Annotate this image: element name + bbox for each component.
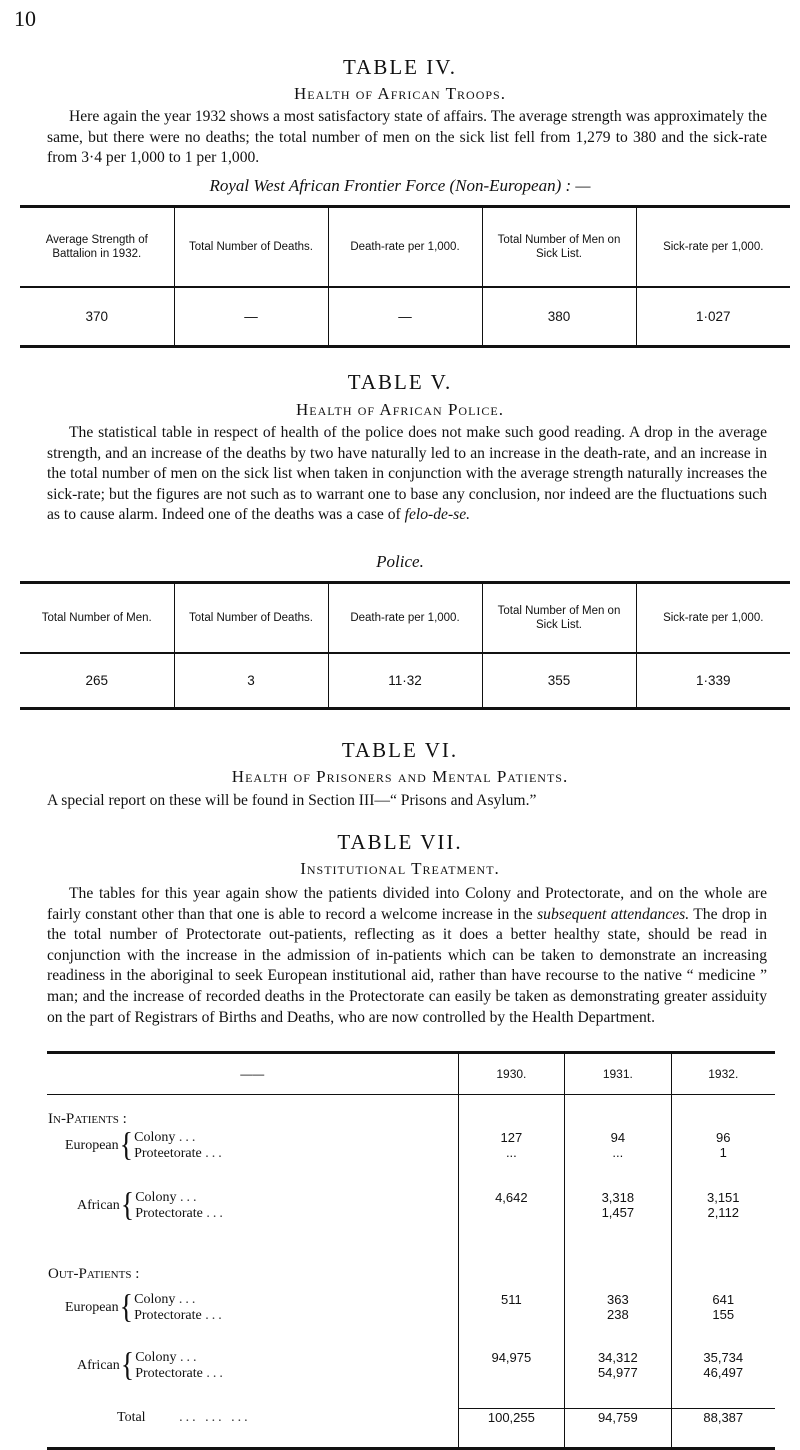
outpatients-label: Out-Patients : bbox=[48, 1265, 140, 1282]
table-vii-subtitle: Institutional Treatment. bbox=[300, 859, 500, 878]
header-cell: Sick-rate per 1,000. bbox=[636, 207, 790, 287]
table-iv bbox=[20, 205, 790, 348]
year-header: 1931. bbox=[565, 1053, 671, 1095]
table-vii bbox=[47, 1051, 775, 1450]
table-row: European { Colony ... Protectorate ... 511 363 238 641 155 bbox=[47, 1291, 775, 1349]
table-iv-subtitle: Health of African Troops. bbox=[294, 84, 506, 103]
header-cell: Average Strength of Battalion in 1932. bbox=[20, 207, 174, 287]
table-iv-caption: Royal West African Frontier Force (Non-European) : — bbox=[209, 176, 591, 195]
total-row: Total ... ... ... 100,255 94,759 88,387 bbox=[47, 1409, 775, 1449]
header-cell: Total Number of Deaths. bbox=[174, 583, 328, 653]
header-cell: Total Number of Men on Sick List. bbox=[482, 207, 636, 287]
african-label: African bbox=[77, 1197, 120, 1213]
table-row: African { Colony ... Protectorate ... 4,642 3,318 1,457 3,151 2,112 bbox=[47, 1189, 775, 1265]
header-cell: Sick-rate per 1,000. bbox=[636, 583, 790, 653]
table-v bbox=[20, 581, 790, 710]
table-vi-subtitle: Health of Prisoners and Mental Patients. bbox=[231, 767, 569, 786]
table-vi-title: TABLE VI. bbox=[341, 738, 459, 762]
year-header: 1930. bbox=[458, 1053, 565, 1095]
data-cell: — bbox=[174, 287, 328, 347]
data-cell: 1·027 bbox=[636, 287, 790, 347]
data-cell: 355 bbox=[482, 653, 636, 709]
header-cell: Total Number of Deaths. bbox=[174, 207, 328, 287]
data-cell: 265 bbox=[20, 653, 174, 709]
header-cell: Death-rate per 1,000. bbox=[328, 207, 482, 287]
table-vii-paragraph: The tables for this year again show the patients divided into Colony and Protectorate, and on the whole are fairly constant other than that one is able to record a welcome increase in the subsequent attendances. The drop in the total number of Protectorate out-patients, reflecting as it does a better healthy state, should be read in conjunction with the increase in the admission of in-patients which can be taken to demonstrate an increasing readiness in the aboriginal to seek European institutional aid, rather than have recourse to the native “ medicine ” man; and the increase of recorded deaths in the Protectorate can easily be taken as demonstrating greater assiduity on the part of Registrars of Births and Deaths, who are now controlled by the Health Department. bbox=[47, 885, 767, 1026]
table-row: African { Colony ... Protectorate ... 94,975 34,312 54,977 35,734 46,497 bbox=[47, 1349, 775, 1409]
header-cell: Total Number of Men on Sick List. bbox=[482, 583, 636, 653]
data-cell: — bbox=[328, 287, 482, 347]
data-cell: 370 bbox=[20, 287, 174, 347]
data-cell: 11·32 bbox=[328, 653, 482, 709]
european-label: European bbox=[65, 1137, 119, 1153]
table-vii-title: TABLE VII. bbox=[337, 830, 463, 854]
year-header: 1932. bbox=[671, 1053, 775, 1095]
inpatients-label: In-Patients : bbox=[48, 1110, 127, 1127]
table-iv-paragraph: Here again the year 1932 shows a most satisfactory state of affairs. The average strength was approximately the same, but there were no deaths; the total number of men on the sick list fell from 1,279 to 380 and the sick-rate from 3·4 per 1,000 to 1 per 1,000. bbox=[47, 108, 767, 167]
header-cell: Death-rate per 1,000. bbox=[328, 583, 482, 653]
data-cell: 1·339 bbox=[636, 653, 790, 709]
table-v-title: TABLE V. bbox=[347, 370, 453, 394]
page-number: 10 bbox=[14, 6, 36, 31]
table-v-paragraph: The statistical table in respect of health of the police does not make such good reading. A drop in the average strength, and an increase of the deaths by two have naturally led to an increase in the death-rate, and an increase in the total number of men on the sick list when taken in conjunction with the average strength naturally increases the sick-rate; but the figures are not such as to warrant one to base any conclusion, nor indeed are the fluctuations such as to cause alarm. Indeed one of the deaths was a case of felo-de-se. bbox=[47, 424, 767, 524]
blank-header: —— bbox=[47, 1053, 458, 1095]
data-cell: 3 bbox=[174, 653, 328, 709]
table-row: European { Colony ... Proteetorate ... 127 ... 94 ... 96 1 bbox=[47, 1129, 775, 1189]
table-v-subtitle: Health of African Police. bbox=[296, 400, 504, 419]
table-vi-paragraph: A special report on these will be found in Section III—“ Prisons and Asylum.” bbox=[47, 792, 537, 809]
table-v-caption: Police. bbox=[376, 552, 424, 571]
table-iv-title: TABLE IV. bbox=[343, 55, 457, 79]
total-label: Total bbox=[117, 1409, 146, 1425]
header-cell: Total Number of Men. bbox=[20, 583, 174, 653]
data-cell: 380 bbox=[482, 287, 636, 347]
